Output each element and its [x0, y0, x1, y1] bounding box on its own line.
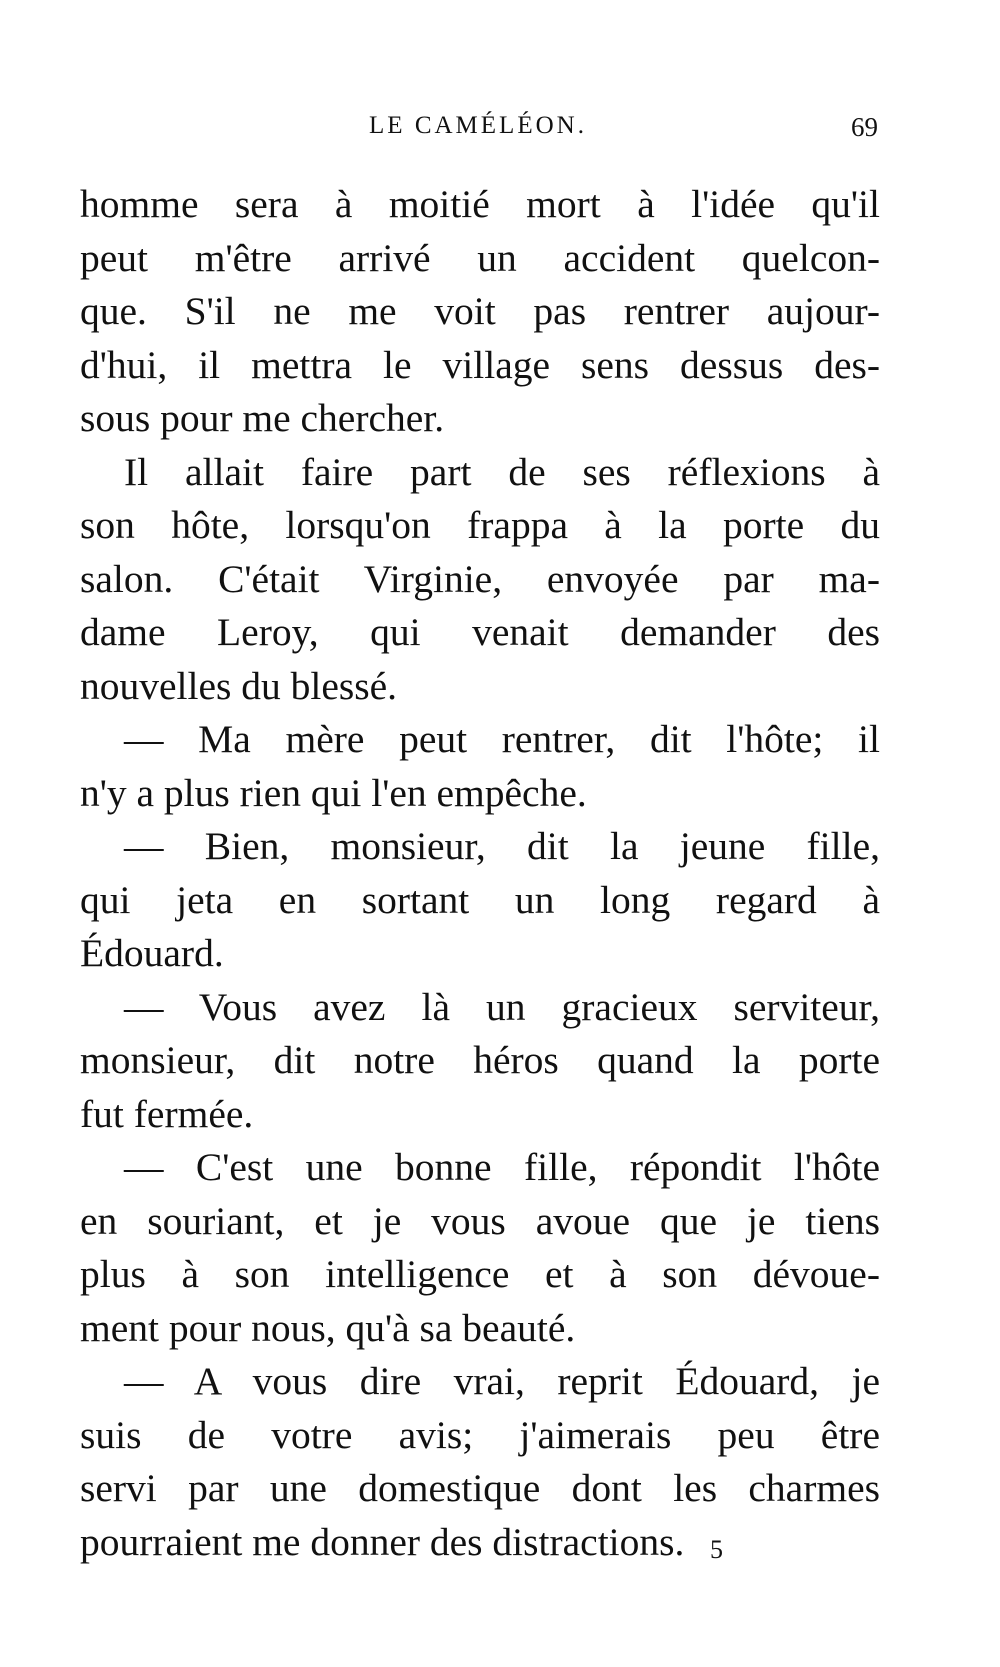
text-line: salon. C'était Virginie, envoyée par ma- — [80, 556, 880, 601]
text-line: nouvelles du blessé. — [80, 663, 398, 708]
text-line: Édouard. — [80, 931, 224, 975]
text-line: — C'est une bonne fille, répondit l'hôte — [124, 1145, 880, 1189]
running-title: LE CAMÉLÉON. — [369, 112, 587, 139]
text-line: suis de votre avis; j'aimerais peu être — [80, 1412, 880, 1457]
text-line: — Bien, monsieur, dit la jeune fille, — [124, 824, 880, 868]
text-line: Il allait faire part de ses réflexions à — [124, 449, 880, 494]
text-line: peut m'être arrivé un accident quelcon- — [80, 235, 880, 280]
text-line: servi par une domestique dont les charmes — [80, 1466, 880, 1510]
running-head — [78, 112, 878, 152]
text-line: qui jeta en sortant un long regard à — [80, 877, 880, 922]
text-line: son hôte, lorsqu'on frappa à la porte du — [80, 503, 880, 547]
signature-mark: 5 — [710, 1535, 723, 1564]
text-line: ment pour nous, qu'à sa beauté. — [80, 1305, 576, 1350]
text-line: monsieur, dit notre héros quand la porte — [80, 1038, 880, 1082]
text-line: n'y a plus rien qui l'en empêche. — [80, 770, 587, 815]
text-line: d'hui, il mettra le village sens dessus des- — [80, 342, 880, 387]
text-line: en souriant, et je vous avoue que je tiens — [80, 1198, 880, 1243]
text-line: dame Leroy, qui venait demander des — [80, 610, 880, 654]
text-line: fut fermée. — [80, 1091, 254, 1136]
text-line: sous pour me chercher. — [80, 396, 445, 440]
text-line: — Vous avez là un gracieux serviteur, — [124, 984, 880, 1029]
body-text — [80, 178, 880, 1569]
text-line: — Ma mère peut rentrer, dit l'hôte; il — [124, 717, 880, 761]
text-line: homme sera à moitié mort à l'idée qu'il — [80, 182, 880, 226]
text-line: plus à son intelligence et à son dévoue- — [80, 1252, 880, 1296]
text-line: que. S'il ne me voit pas rentrer aujour- — [80, 289, 880, 333]
page-number: 69 — [851, 112, 878, 142]
text-line: — A vous dire vrai, reprit Édouard, je — [124, 1359, 880, 1403]
text-line: pourraient me donner des distractions. — [80, 1519, 685, 1564]
